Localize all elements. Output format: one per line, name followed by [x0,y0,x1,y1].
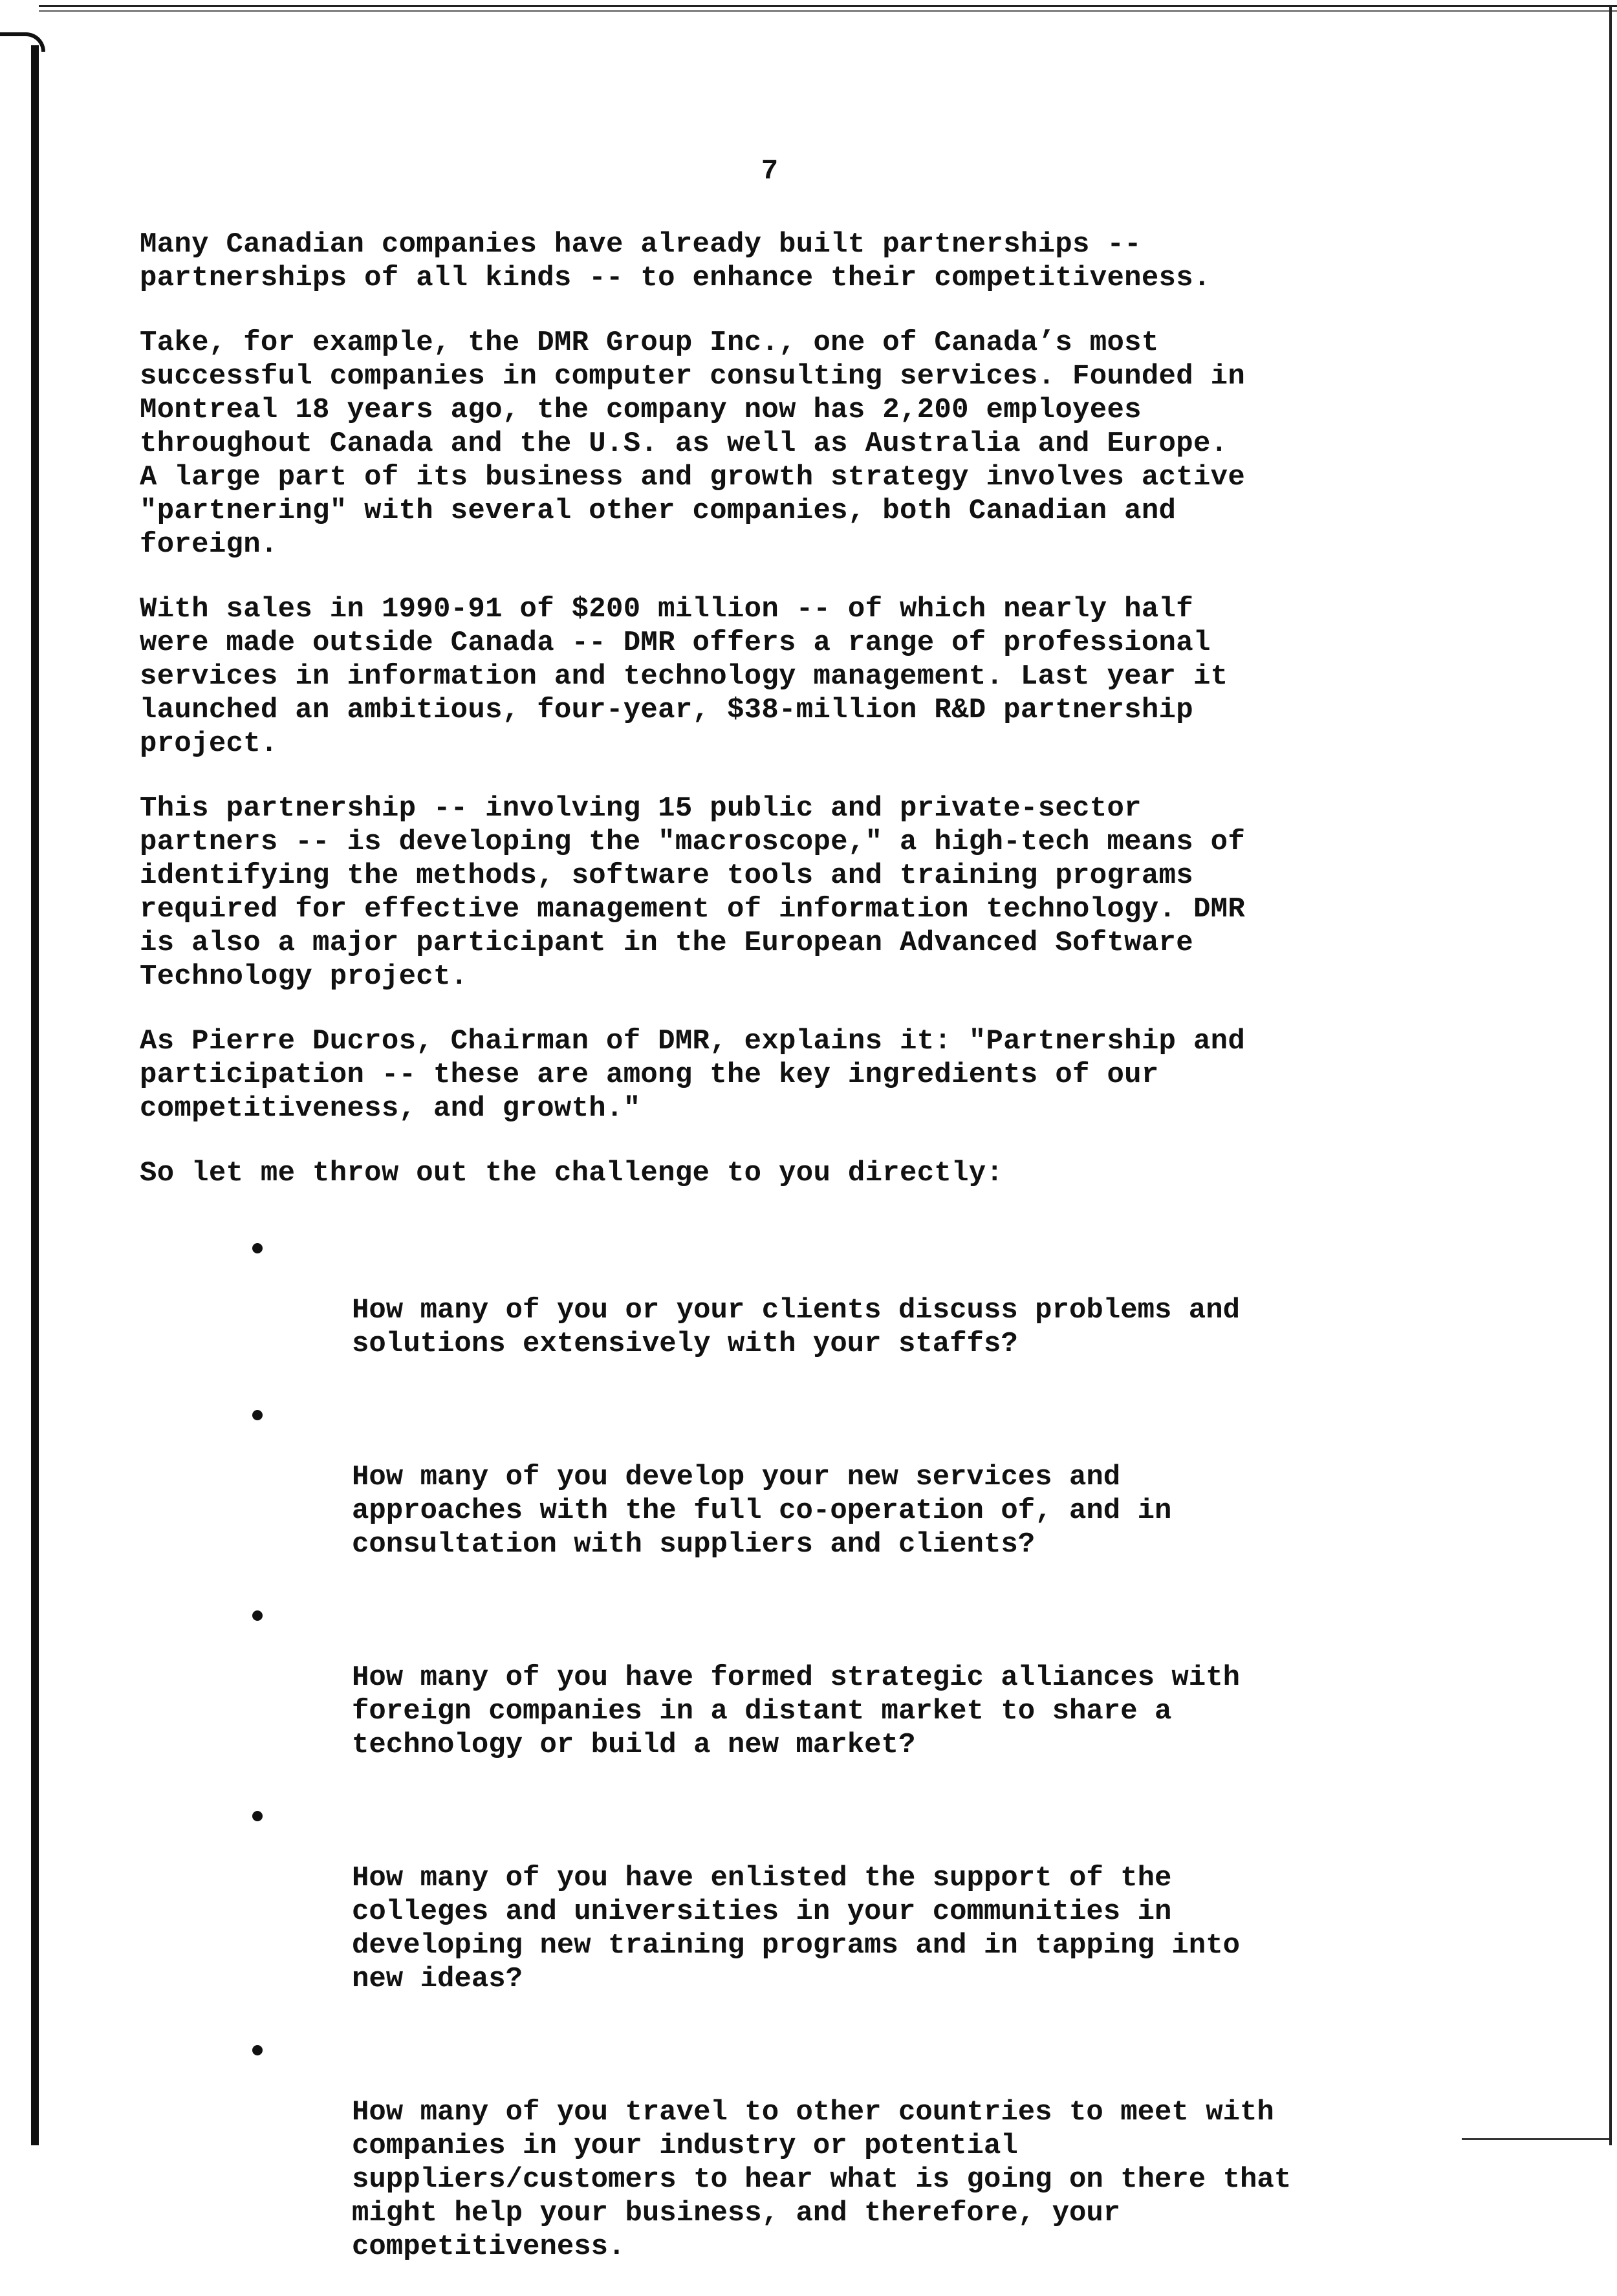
list-item [140,1794,1498,1996]
scan-border-right [1609,6,1612,2145]
list-item [140,2028,1498,2264]
bullet-icon [252,1243,263,1253]
scan-border-top-inner [39,10,1617,12]
paragraph-partnerships: Many Canadian companies have already built partnerships -- partnerships of all kinds -- to enhance their competitiveness. [140,228,1211,294]
list-item-text: How many of you develop your new services and approaches with the full co-operation of, and in consultation with suppliers and clients? [352,1461,1172,1561]
bullet-icon [252,1811,263,1821]
document-body [140,228,1498,2296]
scan-border-left [31,45,39,2145]
paragraph-ducros-quote: As Pierre Ducros, Chairman of DMR, explains it: "Partnership and participation -- these are among the key ingredients of our competitiveness, and growth." [140,1025,1246,1125]
paragraph-macroscope: This partnership -- involving 15 public and private-sector partners -- is developing the "macroscope," a high-tech means of identifying the methods, software tools and training programs required for effective management of information technology. DMR is also a major participant in the European Advanced Software Technology project. [140,792,1246,993]
scan-border-top [39,5,1617,7]
list-item-text: How many of you or your clients discuss problems and solutions extensively with your staffs? [352,1294,1241,1360]
list-item-text: How many of you travel to other countries to meet with companies in your industry or potential suppliers/customers to hear what is going on there that might help your business, and therefore, your competitiveness. [352,2096,1292,2263]
list-item-text: How many of you have formed strategic alliances with foreign companies in a distant market to share a technology or build a new market? [352,1662,1241,1761]
challenge-list [140,1226,1498,2264]
page-number: 7 [761,155,779,188]
bullet-icon [252,1410,263,1420]
list-item [140,1393,1498,1561]
paragraph-challenge-intro: So let me throw out the challenge to you directly: [140,1157,1004,1189]
bullet-icon [252,2045,263,2055]
paragraph-dmr-sales: With sales in 1990-91 of $200 million -- of which nearly half were made outside Canada -- DMR offers a range of professional services in information and technology management. Last year it launched an ambitious, four-year, $38-million R&D partnership project. [140,593,1228,760]
list-item-text: How many of you have enlisted the support of the colleges and universities in your communities in developing new training programs and in tapping into new ideas? [352,1862,1241,1995]
list-item [140,1594,1498,1762]
list-item [140,1226,1498,1361]
paragraph-dmr-group: Take, for example, the DMR Group Inc., one of Canada’s most successful companies in computer consulting services. Founded in Montreal 18 years ago, the company now has 2,200 employees throughout Canada and the U.S. as well as Australia and Europe. A large part of its business and growth strategy involves active "partnering" with several other companies, both Canadian and foreign. [140,327,1246,561]
bullet-icon [252,1610,263,1621]
